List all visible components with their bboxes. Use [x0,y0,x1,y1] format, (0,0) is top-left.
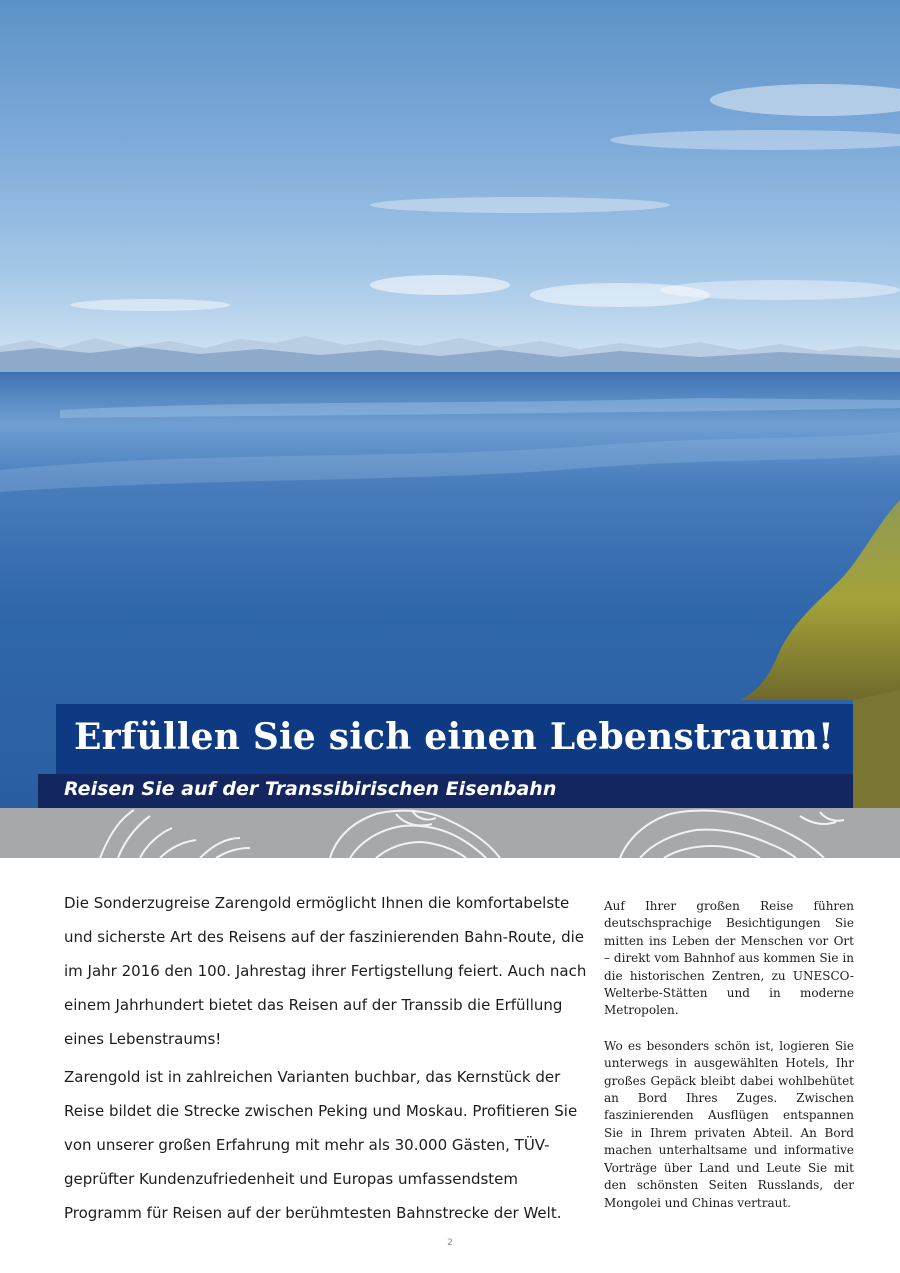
main-paragraph: Zarengold ist in zahlreichen Varianten buchbar, das Kernstück der Reise bildet die Strecke zwischen Peking und Moskau. Profitieren Sie von unserer großen Erfahrung mit mehr als 30.000 Gästen, TÜV-geprüfter Kundenzufriedenheit und Europas umfassendstem Programm für Reisen auf der berühmtesten Bahnstrecke der Welt. [64,1068,578,1222]
page-subtitle: Reisen Sie auf der Transsibirischen Eisenbahn [64,778,557,800]
page-title: Erfüllen Sie sich einen Lebenstraum! [74,716,835,758]
clouds [70,84,900,311]
side-paragraph: Auf Ihrer großen Reise führen deutschsprachige Besichtigungen Sie mitten ins Leben der Menschen vor Ort – direkt vom Bahnhof aus kommen Sie in die historischen Zentren, zu UNESCO-Welterbe-Stätten und in moderne Metropolen. [604,899,854,1018]
main-paragraph: Die Sonderzugreise Zarengold ermöglicht Ihnen die komfortabelste und sicherste Art des Reisens auf der faszinierenden Bahn-Route, die im Jahr 2016 den 100. Jahrestag ihrer Fertigstellung feiert. Auch nach einem Jahrhundert bietet das Reisen auf der Transsib die Erfüllung eines Lebenstraums! [64,894,587,1048]
ornament-pattern-icon [0,808,900,858]
page-number: 2 [447,1238,453,1248]
side-paragraph: Wo es besonders schön ist, logieren Sie unterwegs in ausgewählten Hotels, Ihr großes Gepäck bleibt dabei wohlbehütet an Bord Ihres Zuges. Zwischen faszinierenden Ausflügen entspannen Sie in Ihrem privaten Abteil. An Bord machen unterhaltsame und informative Vorträge über Land und Leute Sie mit den schönsten Seiten Russlands, der Mongolei und Chinas vertraut. [604,1038,854,1210]
main-text-column [64,886,592,1234]
ornament-band [0,808,900,858]
title-banner [56,704,853,774]
subtitle-banner [38,774,853,808]
side-text-column [604,898,854,1230]
